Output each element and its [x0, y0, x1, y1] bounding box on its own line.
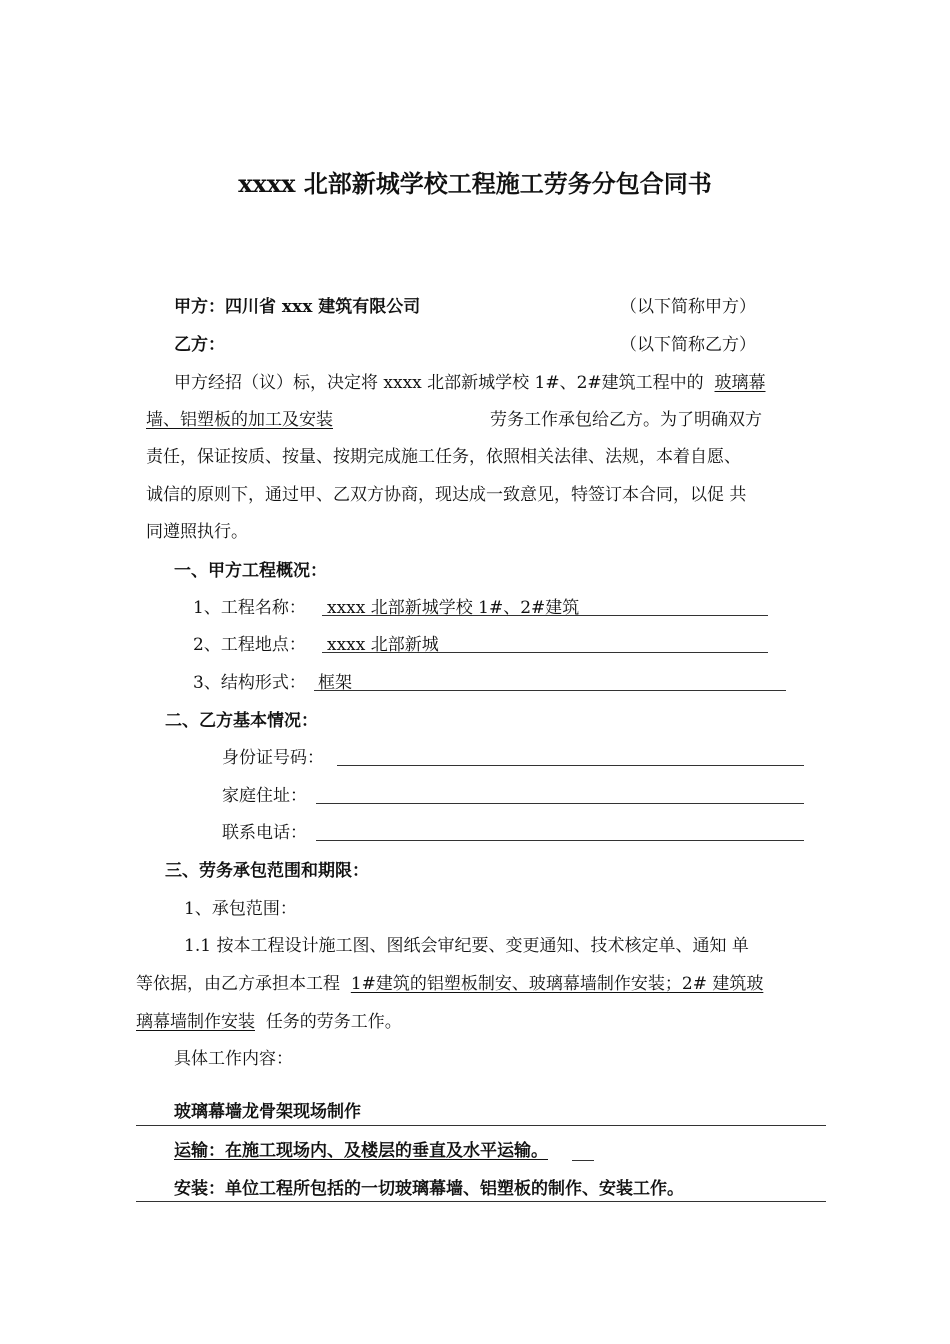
home-address-label: 家庭住址： — [222, 786, 307, 806]
project-name-underline — [322, 615, 768, 616]
work-content-label: 具体工作内容： — [174, 1049, 293, 1069]
phone-label: 联系电话： — [222, 823, 307, 843]
party-a-abbr: （以下简称甲方） — [620, 297, 756, 317]
project-location-label: 2、工程地点： — [193, 635, 306, 655]
structure-value: 框架 — [318, 673, 352, 693]
clause-scope-underlined: 璃幕墙制作安装 — [136, 1012, 255, 1032]
work-item-3: 安装：单位工程所包括的一切玻璃幕墙、铝塑板的制作、安装工作。 — [174, 1179, 684, 1199]
party-a-label: 甲方： — [174, 297, 225, 317]
intro-text: 甲方经招（议）标，决定将 xxxx 北部新城学校 1#、2#建筑工程中的 — [174, 373, 704, 393]
party-a-name: 四川省 xxx 建筑有限公司 — [225, 297, 421, 317]
section-3-heading: 三、劳务承包范围和期限： — [165, 861, 369, 881]
intro-line-2 — [146, 409, 333, 431]
page-title: xxxx 北部新城学校工程施工劳务分包合同书 — [238, 169, 712, 198]
structure-label: 3、结构形式： — [193, 673, 306, 693]
party-b-abbr: （以下简称乙方） — [620, 335, 756, 355]
clause-1-1-line-2 — [136, 973, 763, 995]
home-address-field-line — [316, 803, 804, 804]
project-location-value: xxxx 北部新城 — [327, 635, 439, 655]
clause-text: 等依据，由乙方承担本工程 — [136, 974, 340, 994]
work-item-2: 运输：在施工现场内、及楼层的垂直及水平运输。 — [174, 1141, 548, 1161]
intro-scope-underlined: 墙、铝塑板的加工及安装 — [146, 410, 333, 430]
clause-text: 任务的劳务工作。 — [265, 1012, 402, 1032]
phone-field-line — [316, 840, 804, 841]
structure-underline — [314, 690, 786, 691]
intro-line-3: 责任，保证按质、按量、按期完成施工任务，依照相关法律、法规，本着自愿、 — [146, 447, 741, 467]
party-b-label: 乙方： — [174, 335, 225, 355]
project-name-label: 1、工程名称： — [193, 598, 306, 618]
intro-line-5: 同遵照执行。 — [146, 522, 248, 542]
section-1-heading: 一、甲方工程概况： — [174, 561, 327, 581]
intro-line-2-rest: 劳务工作承包给乙方。为了明确双方 — [490, 410, 762, 430]
section-2-heading: 二、乙方基本情况： — [165, 711, 318, 731]
clause-1-1-line-1: 1.1 按本工程设计施工图、图纸会审纪要、变更通知、技术核定单、通知 单 — [184, 936, 749, 956]
intro-line-4: 诚信的原则下，通过甲、乙双方协商，现达成一致意见，特签订本合同，以促 共 — [146, 485, 747, 505]
project-location-underline — [322, 652, 768, 653]
id-number-field-line — [337, 765, 804, 766]
work-item-1: 玻璃幕墙龙骨架现场制作 — [174, 1102, 361, 1122]
scope-label: 1、承包范围： — [184, 899, 297, 919]
intro-scope-underlined: 玻璃幕 — [714, 373, 766, 393]
project-name-value: xxxx 北部新城学校 1#、2#建筑 — [327, 598, 580, 618]
rule-line — [136, 1201, 826, 1202]
underline-tail — [572, 1160, 594, 1161]
rule-line — [136, 1125, 826, 1126]
party-a-line — [174, 296, 420, 318]
clause-scope-underlined: 1#建筑的铝塑板制安、玻璃幕墙制作安装；2# 建筑玻 — [350, 974, 764, 994]
intro-line-1 — [174, 372, 766, 394]
clause-1-1-line-3 — [136, 1011, 402, 1033]
id-number-label: 身份证号码： — [222, 748, 324, 768]
